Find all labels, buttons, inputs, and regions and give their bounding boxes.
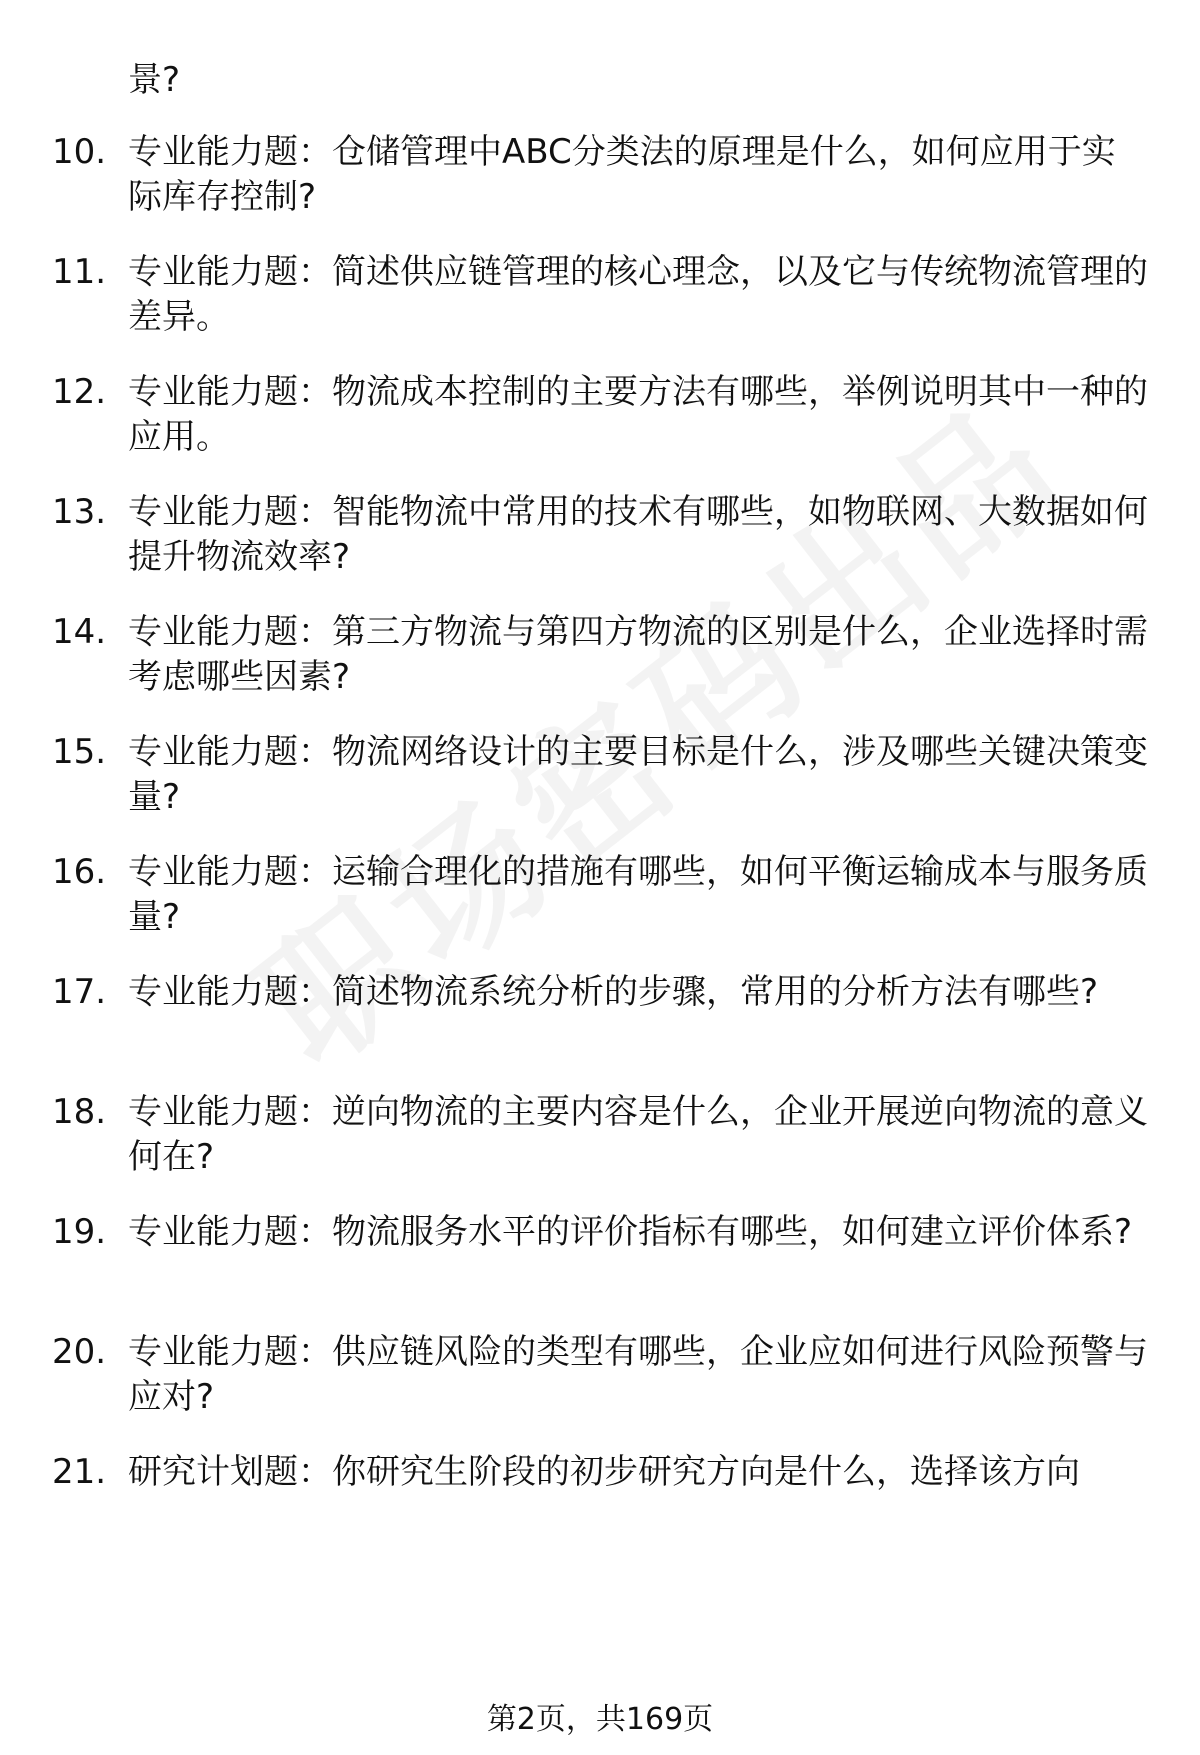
item-text: 专业能力题：逆向物流的主要内容是什么，企业开展逆向物流的意义何在? (128, 1092, 1148, 1177)
continuation-text: 景? (128, 60, 181, 100)
item-number: 16. (52, 852, 107, 892)
item-number: 17. (52, 972, 107, 1012)
item-number: 13. (52, 492, 107, 532)
item-text: 专业能力题：运输合理化的措施有哪些，如何平衡运输成本与服务质量? (128, 852, 1148, 937)
item-number: 20. (52, 1332, 107, 1372)
item-number: 15. (52, 732, 107, 772)
item-text: 专业能力题：物流网络设计的主要目标是什么，涉及哪些关键决策变量? (128, 732, 1148, 817)
item-text: 专业能力题：供应链风险的类型有哪些，企业应如何进行风险预警与应对? (128, 1332, 1148, 1417)
page-footer: 第2页，共169页 (486, 1702, 714, 1737)
item-number: 14. (52, 612, 107, 652)
item-number: 18. (52, 1092, 107, 1132)
item-number: 19. (52, 1212, 107, 1252)
item-text: 专业能力题：简述供应链管理的核心理念，以及它与传统物流管理的差异。 (128, 252, 1148, 337)
item-text: 专业能力题：简述物流系统分析的步骤，常用的分析方法有哪些? (128, 972, 1099, 1012)
item-number: 12. (52, 372, 107, 412)
item-number: 10. (52, 132, 107, 172)
item-number: 11. (52, 252, 107, 292)
item-number: 21. (52, 1452, 107, 1492)
item-text: 专业能力题：智能物流中常用的技术有哪些，如物联网、大数据如何提升物流效率? (128, 492, 1148, 577)
item-text: 专业能力题：第三方物流与第四方物流的区别是什么，企业选择时需考虑哪些因素? (128, 612, 1148, 697)
item-text: 专业能力题：物流成本控制的主要方法有哪些，举例说明其中一种的应用。 (128, 372, 1148, 457)
item-text: 研究计划题：你研究生阶段的初步研究方向是什么，选择该方向 (128, 1452, 1080, 1492)
item-text: 专业能力题：物流服务水平的评价指标有哪些，如何建立评价体系? (128, 1212, 1133, 1252)
item-text: 专业能力题：仓储管理中ABC分类法的原理是什么，如何应用于实际库存控制? (128, 132, 1116, 217)
